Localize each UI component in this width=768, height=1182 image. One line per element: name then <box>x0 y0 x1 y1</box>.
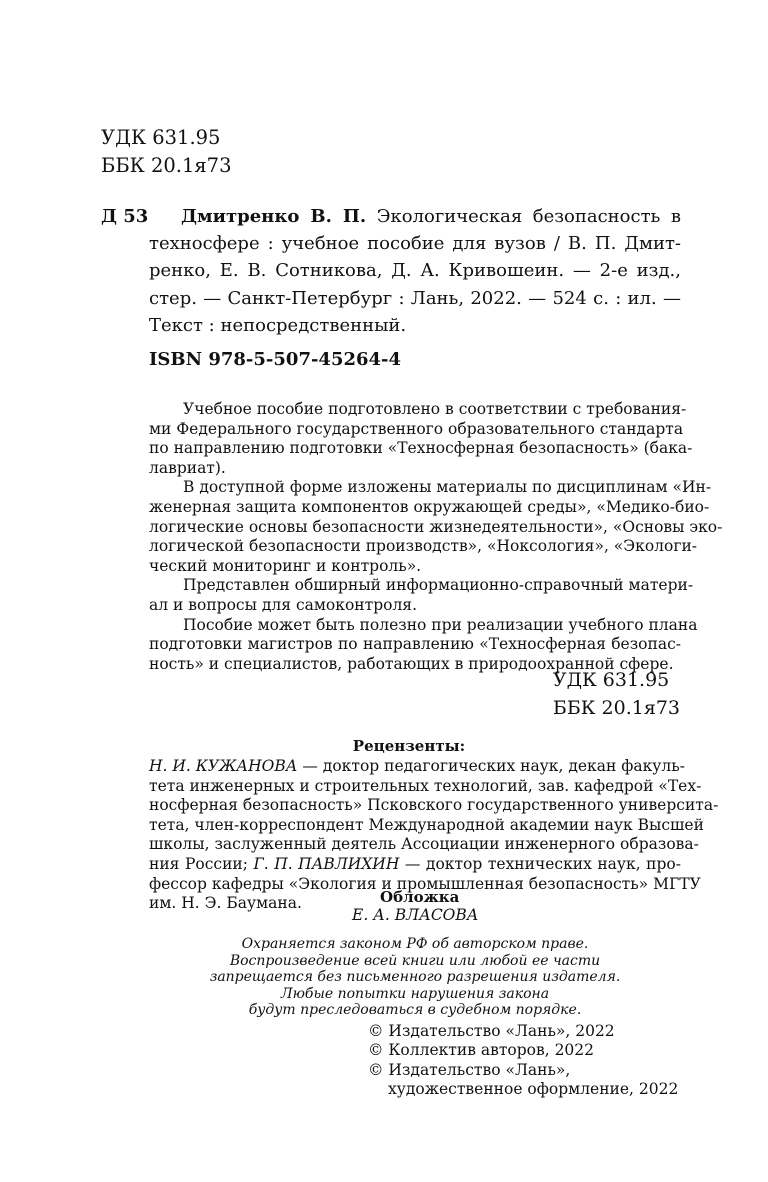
notice-line: будут преследоваться в судебном порядке. <box>248 1002 582 1019</box>
reviewer-line: школы, заслуженный деятель Ассоциации инженерного образова- <box>149 835 699 854</box>
reviewer-line: тета, член-корреспондент Международной академии наук Высшей <box>149 815 704 834</box>
biblio-line: стер. — Санкт-Петербург : Лань, 2022. — 524 с. : ил. — <box>149 287 681 309</box>
biblio-line: Текст : непосредственный. <box>149 314 407 336</box>
annotation-line: ал и вопросы для самоконтроля. <box>149 595 417 614</box>
udk-code: УДК 631.95 <box>552 669 670 691</box>
reviewer-name: Г. П. ПАВЛИХИН <box>253 854 400 873</box>
biblio-line: техносфере : учебное пособие для вузов / В. П. Дмит- <box>149 233 681 255</box>
copyright-notice <box>149 936 681 1019</box>
reviewer-text: ния России; <box>149 854 254 873</box>
notice-line: запрещается без письменного разрешения издателя. <box>209 969 621 986</box>
biblio-line: ренко, Е. В. Сотникова, Д. А. Кривошеин. — 2-е изд., <box>149 260 681 282</box>
annotation-line: женерная защита компонентов окружающей среды», «Медико-био- <box>149 497 710 516</box>
bbk-code: ББК 20.1я73 <box>101 154 232 177</box>
isbn: ISBN 978-5-507-45264-4 <box>149 349 402 370</box>
copyright-line: © Издательство «Лань», 2022 <box>368 1022 615 1040</box>
reviewer-text: — доктор технических наук, про- <box>399 854 682 873</box>
bbk-code: ББК 20.1я73 <box>552 697 680 719</box>
copyright-line: художественное оформление, 2022 <box>388 1080 679 1099</box>
notice-line: Любые попытки нарушения закона <box>280 985 550 1002</box>
udk-bbk-footer <box>553 666 680 722</box>
biblio-line <box>101 203 681 230</box>
annotation-line: Представлен обширный информационно-справочный матери- <box>183 576 694 595</box>
notice-line: Воспроизведение всей книги или любой ее части <box>229 952 601 969</box>
copyright-block <box>368 1022 678 1100</box>
udk-code: УДК 631.95 <box>101 126 221 149</box>
bibliographic-record <box>101 203 681 339</box>
annotation-line: ность» и специалистов, работающих в природоохранной сфере. <box>149 654 674 673</box>
annotation-line: В доступной форме изложены материалы по дисциплинам «Ин- <box>183 478 712 497</box>
annotation-line: Пособие может быть полезно при реализации учебного плана <box>183 615 698 634</box>
copyright-line: © Издательство «Лань», <box>368 1060 571 1079</box>
reviewer-line: им. Н. Э. Баумана. <box>149 894 302 913</box>
cover-heading: Обложка <box>380 888 460 906</box>
reviewers-heading: Рецензенты: <box>352 737 466 755</box>
annotation-line: ми Федерального государственного образовательного стандарта <box>149 419 684 438</box>
notice-line: Охраняется законом РФ об авторском праве. <box>241 936 589 952</box>
reviewer-line: тета инженерных и строительных технологий, зав. кафедрой «Тех- <box>149 776 702 795</box>
reviewer-line: носферная безопасность» Псковского государственного университа- <box>149 796 719 815</box>
annotation-line: логической безопасности производств», «Ноксология», «Экологи- <box>149 537 698 556</box>
annotation <box>149 400 723 674</box>
author-name: Дмитренко В. П. <box>181 206 367 227</box>
reviewer-line <box>149 757 685 777</box>
author-sign: Д 53 <box>101 206 149 227</box>
annotation-line: лавриат). <box>149 458 226 477</box>
annotation-line: логические основы безопасности жизнедеятельности», «Основы эко- <box>149 517 723 536</box>
copyright-line: © Коллектив авторов, 2022 <box>368 1041 595 1060</box>
annotation-line: подготовки магистров по направлению «Техносферная безопас- <box>149 635 681 654</box>
cover-designer: Е. А. ВЛАСОВА <box>352 906 479 924</box>
reviewer-line: фессор кафедры «Экология и промышленная безопасность» МГТУ <box>149 874 701 893</box>
reviewer-text: — доктор педагогических наук, декан факуль- <box>297 757 685 775</box>
biblio-title: Экологическая безопасность в <box>376 206 681 227</box>
annotation-line: Учебное пособие подготовлено в соответствии с требования- <box>183 400 687 418</box>
udk-bbk-header <box>101 124 231 180</box>
annotation-line: ческий мониторинг и контроль». <box>149 556 422 575</box>
reviewer-line <box>149 855 681 875</box>
reviewer-name: Н. И. КУЖАНОВА <box>149 757 298 775</box>
annotation-line: по направлению подготовки «Техносферная безопасность» (бака- <box>149 439 693 458</box>
